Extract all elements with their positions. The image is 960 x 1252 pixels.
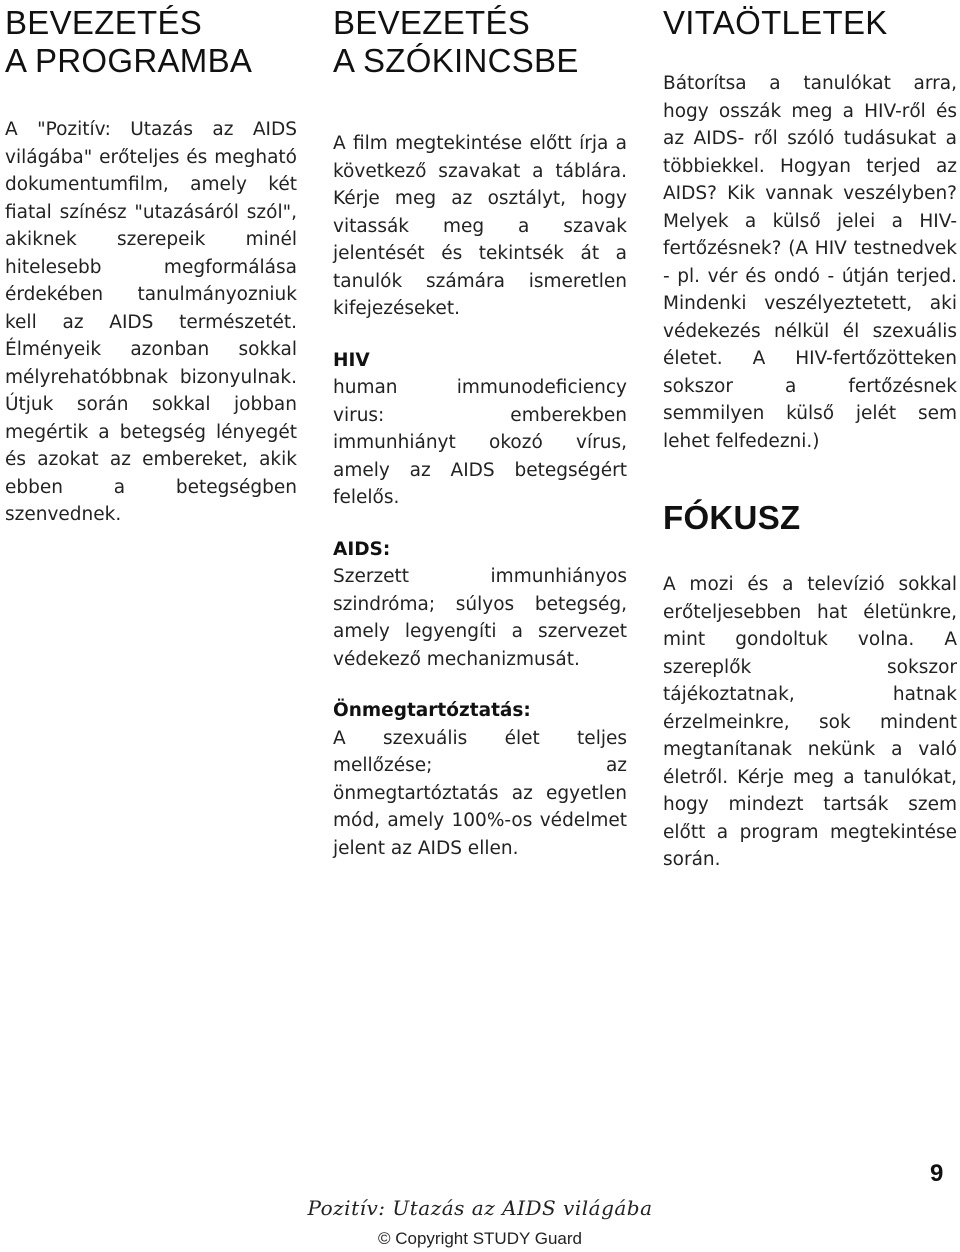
column-discussion <box>663 0 957 874</box>
heading-line: A PROGRAMBA <box>5 42 253 79</box>
program-intro-paragraph: A "Pozitív: Utazás az AIDS világába" erőteljes és megható dokumentumfilm, amely két fiatal színész "utazásáról szól", akiknek szerepeik minél hitelesebb megformálása érdekében tanulmányozniuk kell az AIDS természetét. Élményeik azonban sokkal mélyrehatóbbnak bizonyulnak. Útjuk során sokkal jobban megértik a betegség lényegét és azokat az embereket, akik ebben a betegségben szenvednek. <box>5 119 297 525</box>
page-number: 9 <box>930 1160 944 1187</box>
term-label: AIDS: <box>333 538 391 560</box>
term-label: HIV <box>333 349 370 371</box>
term-block-hiv <box>333 347 627 512</box>
footer-title: Pozitív: Utazás az AIDS világába <box>307 1196 653 1220</box>
term-label: Önmegtartóztatás: <box>333 700 531 721</box>
column-program-intro <box>5 0 297 529</box>
term-block-abstinence <box>333 697 627 862</box>
footer-copyright: © Copyright STUDY Guard <box>377 1229 582 1248</box>
heading-line: A SZÓKINCSBE <box>333 42 579 79</box>
term-definition: A szexuális élet teljes mellőzése; az önmegtartóztatás az egyetlen mód, amely 100%-os védelmet jelent az AIDS ellen. <box>333 727 627 859</box>
heading-line: BEVEZETÉS <box>333 4 531 41</box>
heading-focus: FÓKUSZ <box>663 499 801 536</box>
term-block-aids <box>333 536 627 674</box>
heading-line: BEVEZETÉS <box>5 4 203 41</box>
heading-discussion-ideas: VITAÖTLETEK <box>663 4 888 41</box>
vocabulary-intro-paragraph: A film megtekintése előtt írja a következő szavakat a táblára. Kérje meg az osztályt, hogy vitassák meg a szavak jelentését és tekintsék át a tanulók számára ismeretlen kifejezéseket. <box>333 133 627 319</box>
heading-program-intro <box>5 4 297 80</box>
column-vocabulary-intro <box>333 0 627 862</box>
term-definition: Szerzett immunhiányos szindróma; súlyos betegség, amely legyengíti a szervezet védekező mechanizmusát. <box>333 566 627 670</box>
heading-vocabulary-intro <box>333 4 627 80</box>
discussion-paragraph: Bátorítsa a tanulókat arra, hogy osszák meg a HIV-ről és az AIDS- ről szóló tudásukat a többiekkel. Hogyan terjed az AIDS? Kik vannak veszélyben? Melyek a külső jelei a HIV-fertőzésnek? (A HIV testnedvek - pl. vér és ondó - útján terjed. Mindenki veszélyeztetett, aki védekezés nélkül él szexuális életet. A HIV-fertőzötteken sokszor a fertőzésnek semmilyen külső jelét sem lehet felfedezni.) <box>663 73 957 452</box>
focus-paragraph: A mozi és a televízió sokkal erőteljesebben hat életünkre, mint gondoltuk volna. A szereplők sokszor tájékoztatnak, hatnak érzelmeinkre, sok mindent megtanítanak nekünk a való életről. Kérje meg a tanulókat, hogy mindezt tartsák szem előtt a program megtekintése során. <box>663 574 957 870</box>
term-definition: human immunodeficiency virus: emberekben immunhiányt okozó vírus, amely az AIDS betegségért felelős. <box>333 377 627 508</box>
